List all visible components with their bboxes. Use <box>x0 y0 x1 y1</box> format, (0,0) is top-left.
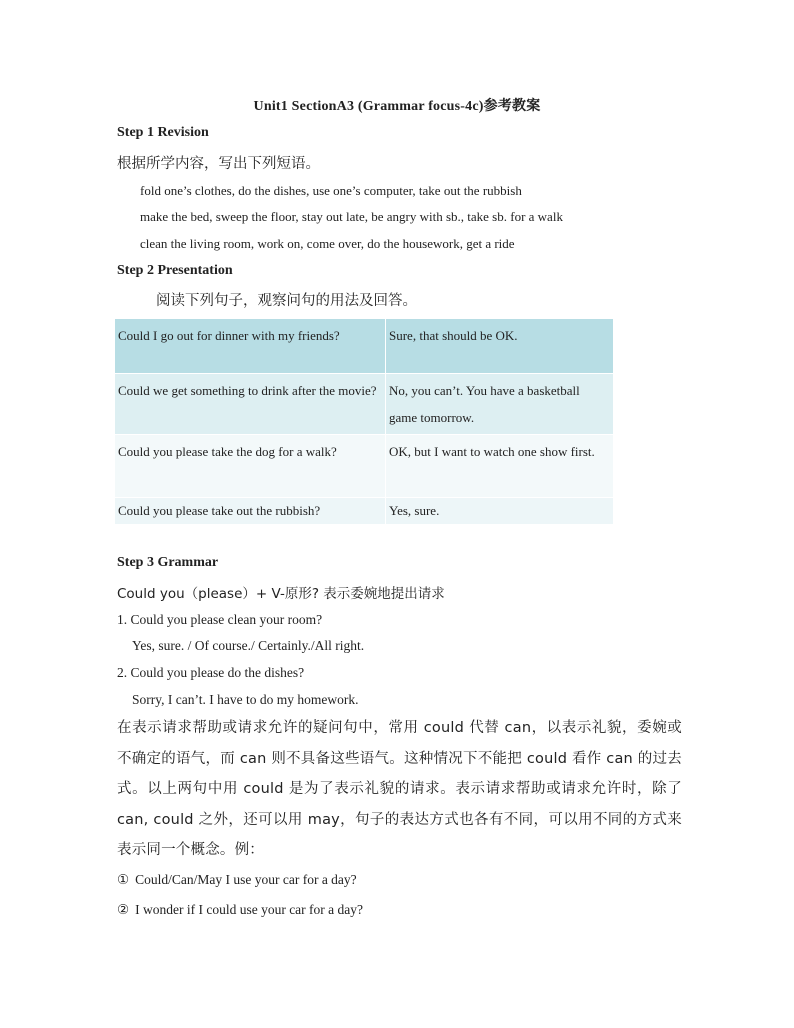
question-cell: Could you please take the dog for a walk? <box>115 435 386 498</box>
phrase-line: fold one’s clothes, do the dishes, use one’s computer, take out the rubbish <box>140 183 522 198</box>
phrase-line: clean the living room, work on, come over, do the housework, get a ride <box>140 236 515 251</box>
question-cell: Could I go out for dinner with my friends? <box>115 319 386 374</box>
step2-instruction: 阅读下列句子，观察问句的用法及回答。 <box>156 293 417 309</box>
question-cell: Could we get something to drink after the movie? <box>115 374 386 435</box>
example1-answer: Yes, sure. / Of course./ Certainly./All right. <box>132 638 365 653</box>
example2-answer: Sorry, I can’t. I have to do my homework. <box>132 692 359 707</box>
question-answer-table <box>114 318 614 525</box>
grammar-rule: Could you（please）+ V-原形? 表示委婉地提出请求 <box>117 586 445 602</box>
example1-question: 1. Could you please clean your room? <box>117 612 323 627</box>
example-sentence <box>117 902 363 918</box>
question-cell: Could you please take out the rubbish? <box>115 498 386 525</box>
table-row <box>115 498 614 525</box>
step1-heading: Step 1 Revision <box>117 125 209 140</box>
answer-cell: OK, but I want to watch one show first. <box>386 435 614 498</box>
example-marker: ② <box>117 902 130 918</box>
example-sentence <box>117 872 357 888</box>
table-row <box>115 435 614 498</box>
answer-cell: No, you can’t. You have a basketball game tomorrow. <box>386 374 614 435</box>
grammar-explanation: 在表示请求帮助或请求允许的疑问句中，常用 could 代替 can，以表示礼貌，委婉或不确定的语气，而 can 则不具备这些语气。这种情况下不能把 could 看作 can 的过去式。以上两句中用 could 是为了表示礼貌的请求。表示请求帮助或请求允许时，除了 can, could 之外，还可以用 may，句子的表达方式也各有不同，可以用不同的方式来表示同一个概念。例： <box>117 720 682 858</box>
table-row <box>115 319 614 374</box>
table-row <box>115 374 614 435</box>
phrase-line: make the bed, sweep the floor, stay out late, be angry with sb., take sb. for a walk <box>140 209 563 224</box>
example-text: I wonder if I could use your car for a day? <box>135 902 364 917</box>
document-title: Unit1 SectionA3 (Grammar focus-4c)参考教案 <box>253 99 541 114</box>
example-marker: ① <box>117 872 130 888</box>
step3-heading: Step 3 Grammar <box>117 555 219 570</box>
answer-cell: Sure, that should be OK. <box>386 319 614 374</box>
example-text: Could/Can/May I use your car for a day? <box>135 872 357 887</box>
step1-instruction: 根据所学内容，写出下列短语。 <box>117 156 320 172</box>
example2-question: 2. Could you please do the dishes? <box>117 665 305 680</box>
answer-cell: Yes, sure. <box>386 498 614 525</box>
step2-heading: Step 2 Presentation <box>117 263 233 278</box>
